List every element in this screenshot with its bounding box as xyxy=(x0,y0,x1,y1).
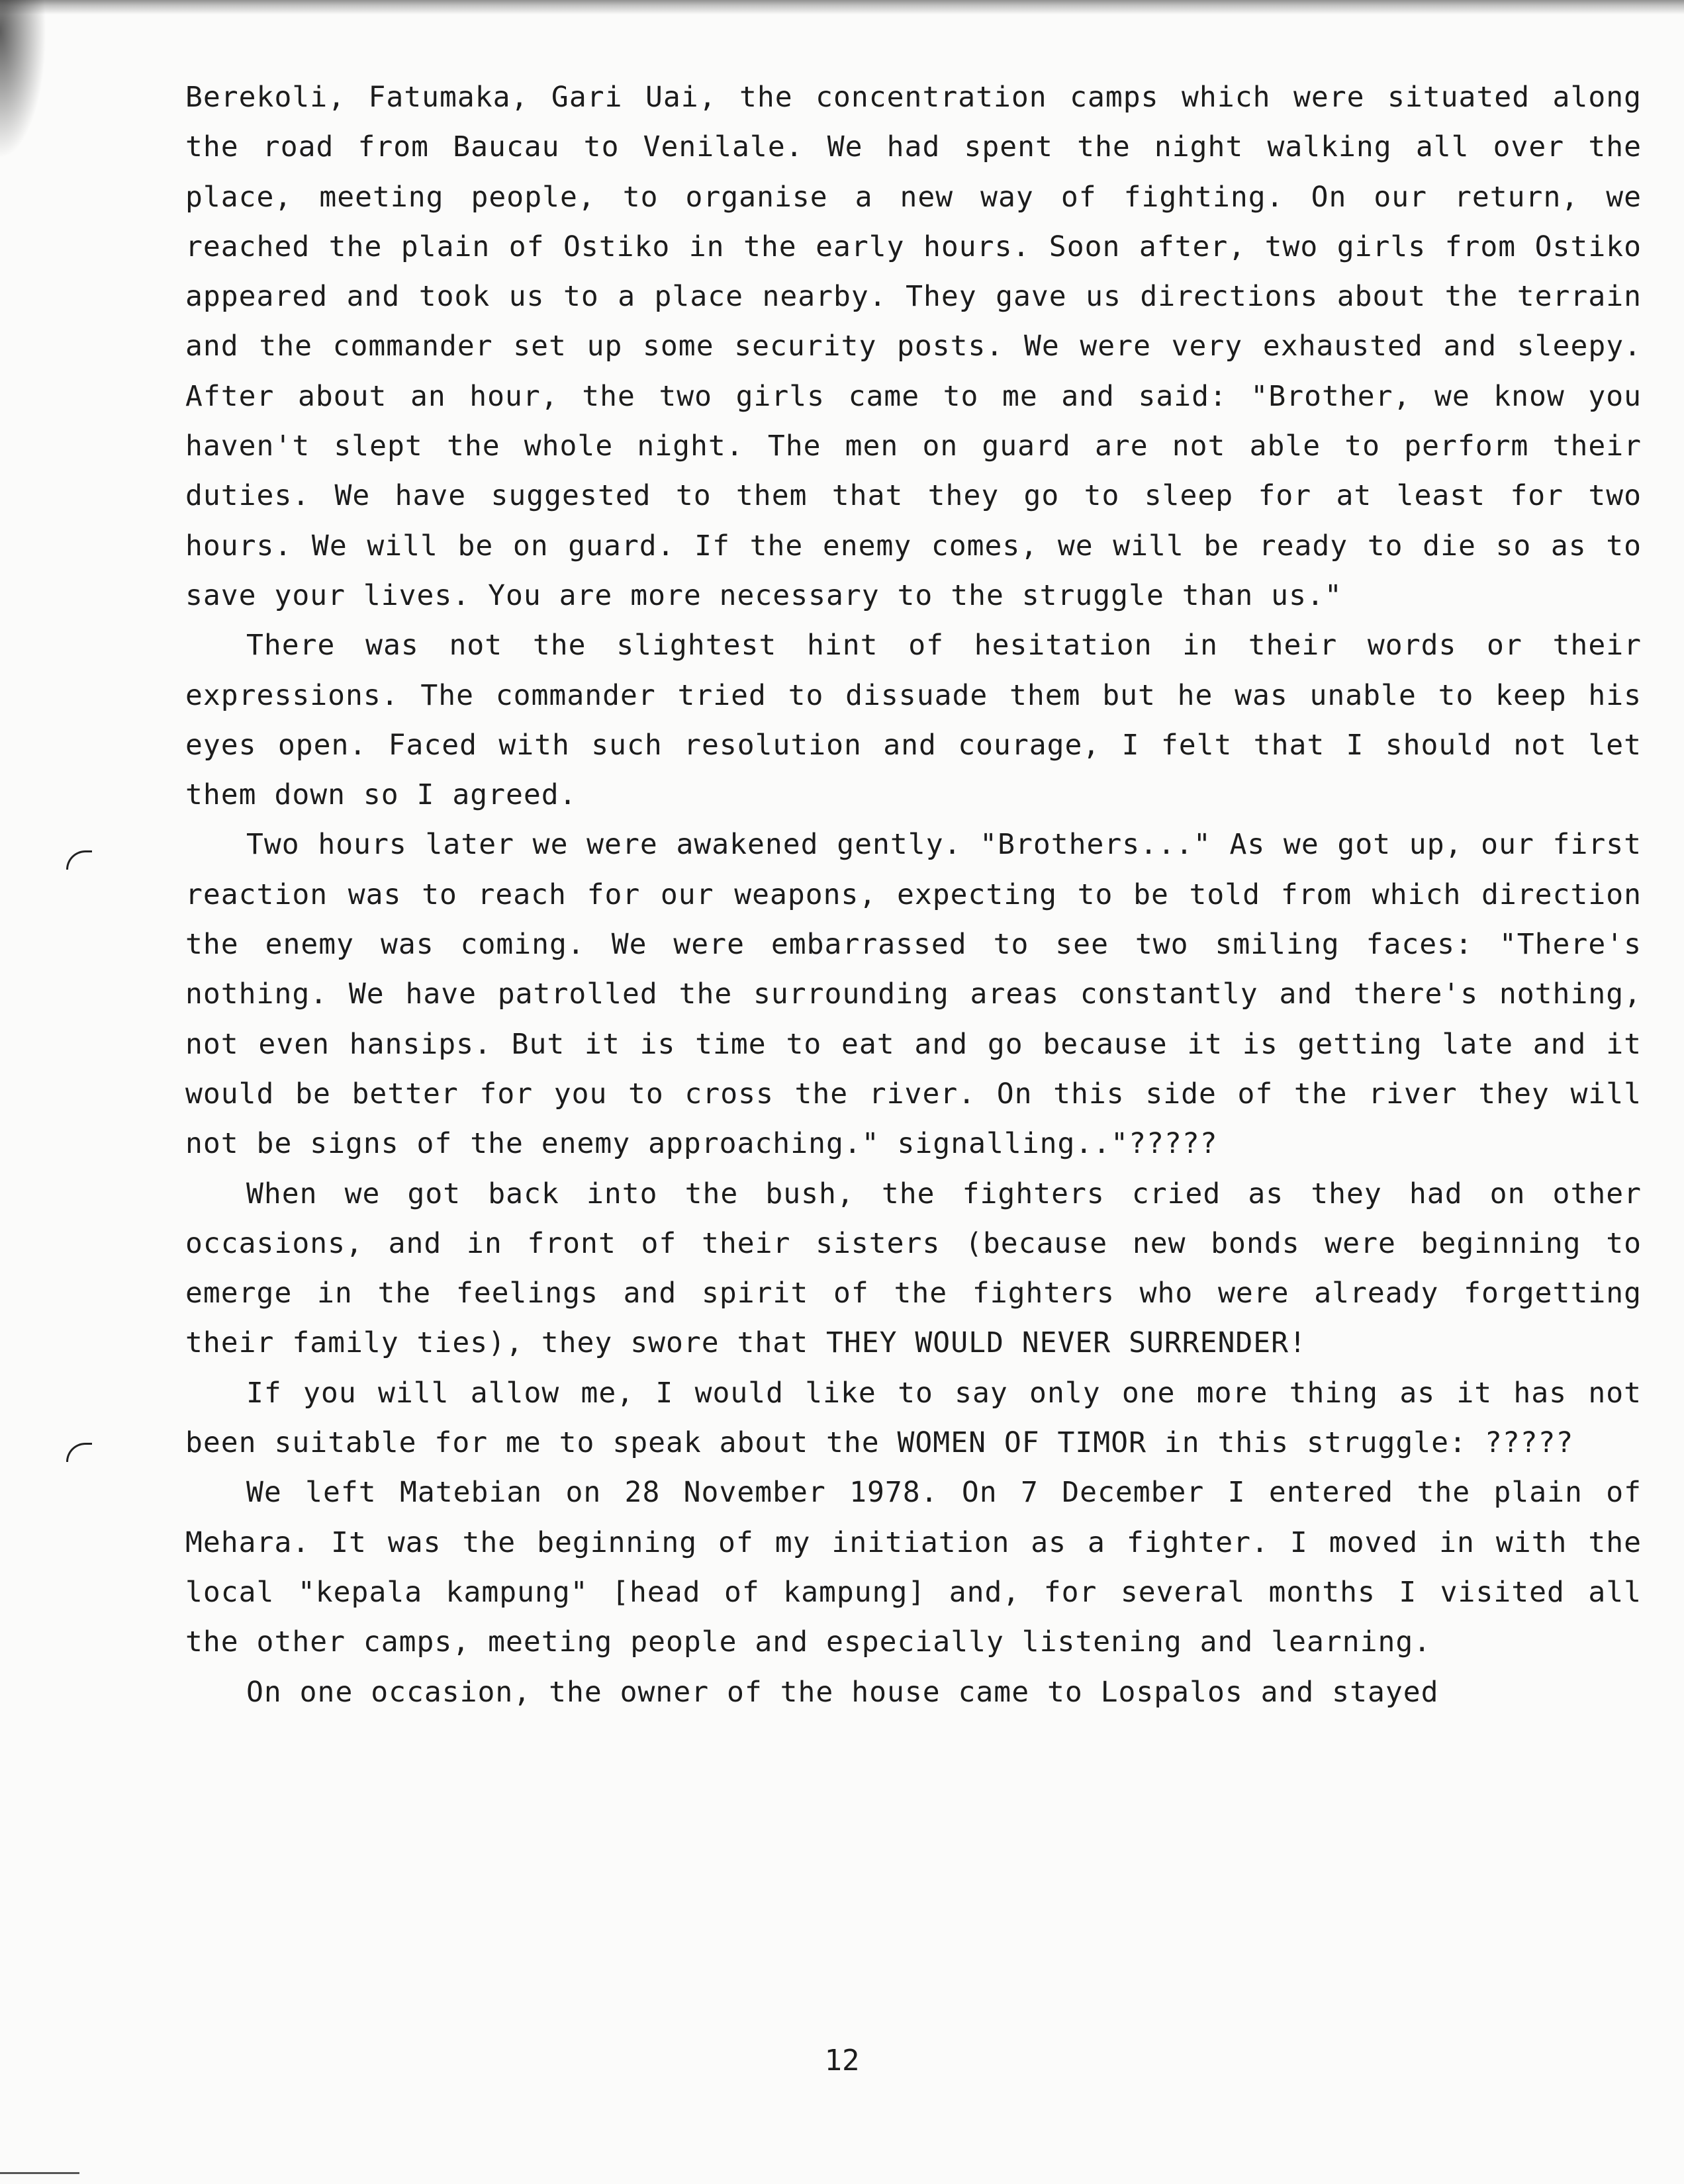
paragraph-6: We left Matebian on 28 November 1978. On 7 December I entered the plain of Mehara. It was the beginning of my initiation as a fighter. I moved in with the local "kepala kampung" [head of kampung] and, for several months I visited all the other camps, meeting people and especially listening and learning. xyxy=(185,1476,1642,1659)
scan-mark xyxy=(66,1443,92,1462)
paragraph-4: When we got back into the bush, the fighters cried as they had on other occasions, and in front of their sisters (because new bonds were beginning to emerge in the feelings and spirit of the fighters who were already forgetting their family ties), they swore that THEY WOULD NEVER SURRENDER! xyxy=(185,1177,1642,1360)
paragraph-7: On one occasion, the owner of the house came to Lospalos and stayed xyxy=(246,1675,1439,1709)
paragraph-1: Berekoli, Fatumaka, Gari Uai, the concentration camps which were situated along the road from Baucau to Venilale. We had spent the night walking all over the place, meeting people, to organise a new way of fighting. On our return, we reached the plain of Ostiko in the early hours. Soon after, two girls from Ostiko appeared and took us to a place nearby. They gave us directions about the terrain and the commander set up some security posts. We were very exhausted and sleepy. After about an hour, the two girls came to me and said: "Brother, we know you haven't slept the whole night. The men on guard are not able to perform their duties. We have suggested to them that they go to sleep for at least for two hours. We will be on guard. If the enemy comes, we will be ready to die so as to save your lives. You are more necessary to the struggle than us." xyxy=(185,81,1642,612)
body-text xyxy=(185,73,1642,1717)
scan-edge-top xyxy=(0,0,1684,15)
paragraph-3: Two hours later we were awakened gently. "Brothers..." As we got up, our first reaction was to reach for our weapons, expecting to be told from which direction the enemy was coming. We were embarrassed to see two smiling faces: "There's nothing. We have patrolled the surrounding areas constantly and there's nothing, not even hansips. But it is time to eat and go because it is getting late and it would be better for you to cross the river. On this side of the river they will not be signs of the enemy approaching." signalling.."????? xyxy=(185,828,1642,1161)
page-number: 12 xyxy=(824,2044,860,2077)
scan-shadow-left xyxy=(0,0,46,159)
scan-rule xyxy=(0,2172,79,2174)
paragraph-2: There was not the slightest hint of hesitation in their words or their expressions. The commander tried to dissuade them but he was unable to keep his eyes open. Faced with such resolution and courage, I felt that I should not let them down so I agreed. xyxy=(185,629,1642,812)
scan-mark xyxy=(66,850,92,870)
paragraph-5: If you will allow me, I would like to say only one more thing as it has not been suitable for me to speak about the WOMEN OF TIMOR in this struggle: ????? xyxy=(185,1376,1642,1460)
